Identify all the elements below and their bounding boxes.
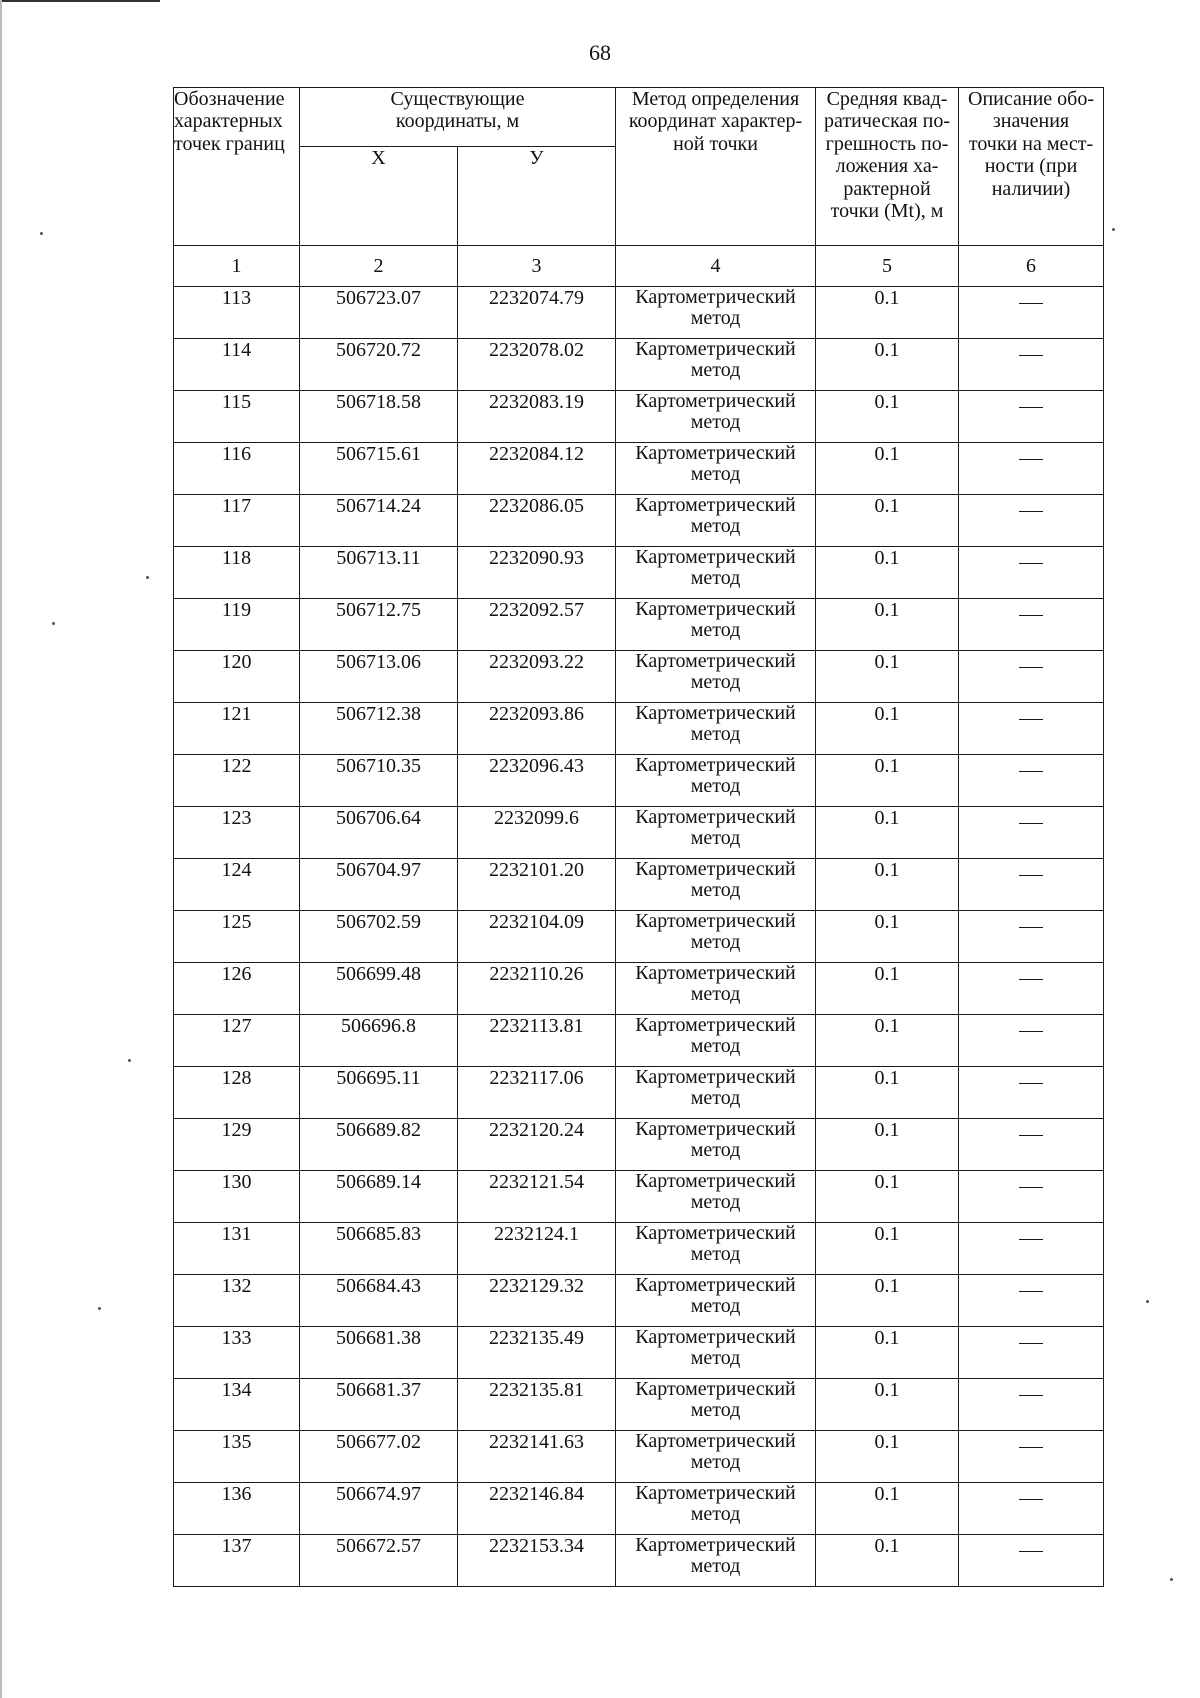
coord-y: 2232090.93 [458,547,616,599]
table-row [174,1431,1104,1483]
header-line: Средняя квад- [826,88,948,110]
coord-y: 2232086.05 [458,495,616,547]
method-line: метод [690,515,741,537]
point-id: 116 [174,443,300,495]
dash-icon [1019,1447,1043,1448]
point-id: 133 [174,1327,300,1379]
description-cell [959,1119,1104,1171]
description-cell [959,495,1104,547]
header-line: точки на мест- [968,132,1094,155]
method-line: Картометрический [635,754,796,776]
method-line: Картометрический [635,702,796,724]
scan-speck [146,576,149,579]
description-cell [959,1327,1104,1379]
method-cell [616,1223,816,1275]
scan-speck [98,1307,101,1310]
description-cell [959,1067,1104,1119]
description-cell [959,547,1104,599]
description-cell [959,1431,1104,1483]
header-line: ратическая по- [824,110,950,133]
method-cell [616,859,816,911]
header-line: ной точки [673,132,758,155]
method-line: метод [690,1087,741,1109]
method-line: Картометрический [635,1326,796,1348]
method-line: Картометрический [635,1222,796,1244]
coord-x: 506677.02 [300,1431,458,1483]
coord-y: 2232113.81 [458,1015,616,1067]
method-line: метод [690,567,741,589]
method-cell [616,1327,816,1379]
point-id: 124 [174,859,300,911]
method-cell [616,1119,816,1171]
mt-value: 0.1 [816,859,959,911]
table-row [174,287,1104,339]
dash-icon [1019,1291,1043,1292]
mt-value: 0.1 [816,1483,959,1535]
table-row [174,443,1104,495]
header-point-designation [174,88,300,246]
header-line: точек границ [174,132,285,155]
coord-y: 2232121.54 [458,1171,616,1223]
dash-icon [1019,615,1043,616]
table-row [174,859,1104,911]
coord-x: 506674.97 [300,1483,458,1535]
scan-speck [52,622,55,625]
method-cell [616,755,816,807]
coord-y: 2232141.63 [458,1431,616,1483]
table-row [174,1015,1104,1067]
coord-x: 506713.11 [300,547,458,599]
table-row [174,963,1104,1015]
table-row [174,1223,1104,1275]
point-id: 125 [174,911,300,963]
header-y: У [458,147,616,246]
point-id: 113 [174,287,300,339]
mt-value: 0.1 [816,1535,959,1587]
method-cell [616,1535,816,1587]
table-row [174,807,1104,859]
header-line: Метод определения [631,88,800,110]
description-cell [959,1483,1104,1535]
method-line: Картометрический [635,806,796,828]
method-line: метод [690,1139,741,1161]
description-cell [959,1015,1104,1067]
method-line: Картометрический [635,442,796,464]
table-row [174,755,1104,807]
method-line: метод [690,671,741,693]
table-row [174,703,1104,755]
method-line: метод [690,1191,741,1213]
header-line: Существующие [390,88,525,110]
method-line: Картометрический [635,1014,796,1036]
mt-value: 0.1 [816,495,959,547]
mt-value: 0.1 [816,755,959,807]
method-cell [616,963,816,1015]
page-number: 68 [589,40,611,65]
point-id: 121 [174,703,300,755]
method-line: Картометрический [635,1066,796,1088]
dash-icon [1019,1551,1043,1552]
method-cell [616,1067,816,1119]
dash-icon [1019,1135,1043,1136]
method-line: метод [690,1451,741,1473]
header-x: Х [300,147,458,246]
method-line: метод [690,1243,741,1265]
method-cell [616,547,816,599]
method-line: метод [690,619,741,641]
table-row [174,1275,1104,1327]
method-line: Картометрический [635,1378,796,1400]
table-row [174,495,1104,547]
method-line: Картометрический [635,910,796,932]
point-id: 137 [174,1535,300,1587]
dash-icon [1019,1031,1043,1032]
dash-icon [1019,459,1043,460]
point-id: 134 [174,1379,300,1431]
coord-x: 506681.37 [300,1379,458,1431]
coord-y: 2232110.26 [458,963,616,1015]
coord-x: 506684.43 [300,1275,458,1327]
mt-value: 0.1 [816,1223,959,1275]
coord-x: 506710.35 [300,755,458,807]
point-id: 118 [174,547,300,599]
coordinates-table [173,87,1104,1587]
description-cell [959,1535,1104,1587]
point-id: 126 [174,963,300,1015]
header-line: значения [992,110,1070,133]
point-id: 129 [174,1119,300,1171]
coord-y: 2232078.02 [458,339,616,391]
dash-icon [1019,927,1043,928]
table-row [174,1171,1104,1223]
table-row [174,1067,1104,1119]
mt-value: 0.1 [816,1327,959,1379]
coord-x: 506715.61 [300,443,458,495]
column-numbers-row [174,246,1104,287]
method-line: метод [690,1503,741,1525]
dash-icon [1019,875,1043,876]
coord-y: 2232096.43 [458,755,616,807]
header-description [959,88,1104,246]
coord-x: 506723.07 [300,287,458,339]
mt-value: 0.1 [816,651,959,703]
dash-icon [1019,719,1043,720]
point-id: 120 [174,651,300,703]
point-id: 130 [174,1171,300,1223]
method-cell [616,599,816,651]
header-line: ложения ха- [835,155,939,178]
scan-edge-mark [0,0,160,2]
method-line: метод [690,1295,741,1317]
method-line: метод [690,1555,741,1577]
mt-value: 0.1 [816,339,959,391]
coord-x: 506689.82 [300,1119,458,1171]
mt-value: 0.1 [816,963,959,1015]
coord-y: 2232101.20 [458,859,616,911]
dash-icon [1019,563,1043,564]
column-number: 1 [174,246,300,287]
point-id: 114 [174,339,300,391]
coord-y: 2232129.32 [458,1275,616,1327]
coord-x: 506681.38 [300,1327,458,1379]
coord-y: 2232083.19 [458,391,616,443]
point-id: 122 [174,755,300,807]
coord-y: 2232153.34 [458,1535,616,1587]
mt-value: 0.1 [816,1171,959,1223]
method-line: Картометрический [635,494,796,516]
scan-speck [1112,228,1115,231]
description-cell [959,287,1104,339]
point-id: 136 [174,1483,300,1535]
dash-icon [1019,1083,1043,1084]
method-line: Картометрический [635,338,796,360]
description-cell [959,703,1104,755]
coord-x: 506695.11 [300,1067,458,1119]
method-cell [616,495,816,547]
description-cell [959,859,1104,911]
mt-value: 0.1 [816,443,959,495]
header-line: координаты, м [395,110,520,133]
method-line: Картометрический [635,1534,796,1556]
header-line: координат характер- [628,110,803,133]
header-existing-coordinates [300,88,616,147]
coord-x: 506712.75 [300,599,458,651]
header-line: наличии) [991,177,1071,200]
mt-value: 0.1 [816,1431,959,1483]
mt-value: 0.1 [816,1067,959,1119]
header-line: точки (Mt), м [830,199,944,222]
method-line: Картометрический [635,286,796,308]
method-line: Картометрический [635,962,796,984]
mt-value: 0.1 [816,1119,959,1171]
method-cell [616,1379,816,1431]
dash-icon [1019,667,1043,668]
method-cell [616,339,816,391]
scan-speck [1146,1300,1149,1303]
coord-x: 506699.48 [300,963,458,1015]
point-id: 128 [174,1067,300,1119]
coord-y: 2232084.12 [458,443,616,495]
description-cell [959,1275,1104,1327]
coord-y: 2232099.6 [458,807,616,859]
scan-speck [40,232,43,235]
dash-icon [1019,1343,1043,1344]
table-row [174,1327,1104,1379]
column-number: 6 [959,246,1104,287]
method-cell [616,287,816,339]
dash-icon [1019,979,1043,980]
table-row [174,1379,1104,1431]
table-row [174,391,1104,443]
method-line: Картометрический [635,546,796,568]
mt-value: 0.1 [816,911,959,963]
point-id: 135 [174,1431,300,1483]
method-line: метод [690,307,741,329]
coord-x: 506720.72 [300,339,458,391]
coord-y: 2232093.22 [458,651,616,703]
method-line: метод [690,359,741,381]
dash-icon [1019,823,1043,824]
method-line: метод [690,775,741,797]
coord-y: 2232117.06 [458,1067,616,1119]
coord-y: 2232092.57 [458,599,616,651]
coord-y: 2232120.24 [458,1119,616,1171]
mt-value: 0.1 [816,599,959,651]
description-cell [959,651,1104,703]
table-row [174,911,1104,963]
method-line: Картометрический [635,858,796,880]
method-line: метод [690,463,741,485]
method-cell [616,1275,816,1327]
column-number: 3 [458,246,616,287]
description-cell [959,391,1104,443]
dash-icon [1019,355,1043,356]
coord-y: 2232146.84 [458,1483,616,1535]
point-id: 117 [174,495,300,547]
method-cell [616,391,816,443]
header-mean-square-error [816,88,959,246]
coord-y: 2232135.49 [458,1327,616,1379]
method-cell [616,1171,816,1223]
column-number: 5 [816,246,959,287]
method-line: метод [690,1347,741,1369]
dash-icon [1019,303,1043,304]
coord-x: 506706.64 [300,807,458,859]
description-cell [959,443,1104,495]
description-cell [959,1223,1104,1275]
method-line: Картометрический [635,598,796,620]
header-line: характерных [174,110,283,133]
table-row [174,651,1104,703]
table-row [174,1483,1104,1535]
description-cell [959,963,1104,1015]
mt-value: 0.1 [816,1015,959,1067]
point-id: 131 [174,1223,300,1275]
point-id: 132 [174,1275,300,1327]
mt-value: 0.1 [816,703,959,755]
coord-x: 506702.59 [300,911,458,963]
method-line: Картометрический [635,390,796,412]
method-cell [616,651,816,703]
description-cell [959,911,1104,963]
description-cell [959,807,1104,859]
header-line: грешность по- [825,132,949,155]
method-cell [616,1015,816,1067]
dash-icon [1019,511,1043,512]
coord-y: 2232124.1 [458,1223,616,1275]
coord-y: 2232104.09 [458,911,616,963]
method-cell [616,807,816,859]
method-cell [616,1483,816,1535]
method-line: Картометрический [635,1118,796,1140]
coord-x: 506689.14 [300,1171,458,1223]
coord-y: 2232135.81 [458,1379,616,1431]
dash-icon [1019,1499,1043,1500]
method-cell [616,1431,816,1483]
coord-x: 506704.97 [300,859,458,911]
table-row [174,339,1104,391]
header-line: рактерной [843,177,931,200]
point-id: 123 [174,807,300,859]
header-line: ности (при [984,155,1078,178]
method-line: Картометрический [635,1170,796,1192]
mt-value: 0.1 [816,547,959,599]
method-line: Картометрический [635,1430,796,1452]
header-line: Обозначение [174,88,285,110]
description-cell [959,1379,1104,1431]
method-line: Картометрический [635,1482,796,1504]
scan-speck [1170,1578,1173,1581]
coord-x: 506672.57 [300,1535,458,1587]
description-cell [959,339,1104,391]
coord-x: 506718.58 [300,391,458,443]
coord-x: 506714.24 [300,495,458,547]
mt-value: 0.1 [816,1275,959,1327]
method-line: метод [690,1399,741,1421]
method-cell [616,443,816,495]
table-row [174,547,1104,599]
description-cell [959,755,1104,807]
dash-icon [1019,1239,1043,1240]
table-row [174,1119,1104,1171]
mt-value: 0.1 [816,287,959,339]
scan-edge-line [0,0,2,1698]
point-id: 119 [174,599,300,651]
description-cell [959,599,1104,651]
mt-value: 0.1 [816,391,959,443]
coord-y: 2232074.79 [458,287,616,339]
coord-x: 506696.8 [300,1015,458,1067]
dash-icon [1019,771,1043,772]
method-cell [616,911,816,963]
method-line: метод [690,827,741,849]
method-line: Картометрический [635,1274,796,1296]
table-row [174,1535,1104,1587]
method-line: метод [690,983,741,1005]
coord-x: 506685.83 [300,1223,458,1275]
scan-speck [128,1059,131,1062]
column-number: 4 [616,246,816,287]
header-method [616,88,816,246]
point-id: 127 [174,1015,300,1067]
coord-x: 506713.06 [300,651,458,703]
mt-value: 0.1 [816,807,959,859]
method-line: метод [690,1035,741,1057]
coord-x: 506712.38 [300,703,458,755]
method-line: метод [690,879,741,901]
method-line: метод [690,411,741,433]
coord-y: 2232093.86 [458,703,616,755]
dash-icon [1019,1187,1043,1188]
description-cell [959,1171,1104,1223]
dash-icon [1019,407,1043,408]
header-line: Описание обо- [968,88,1094,110]
dash-icon [1019,1395,1043,1396]
method-line: Картометрический [635,650,796,672]
method-cell [616,703,816,755]
method-line: метод [690,931,741,953]
method-line: метод [690,723,741,745]
point-id: 115 [174,391,300,443]
table-row [174,599,1104,651]
column-number: 2 [300,246,458,287]
mt-value: 0.1 [816,1379,959,1431]
